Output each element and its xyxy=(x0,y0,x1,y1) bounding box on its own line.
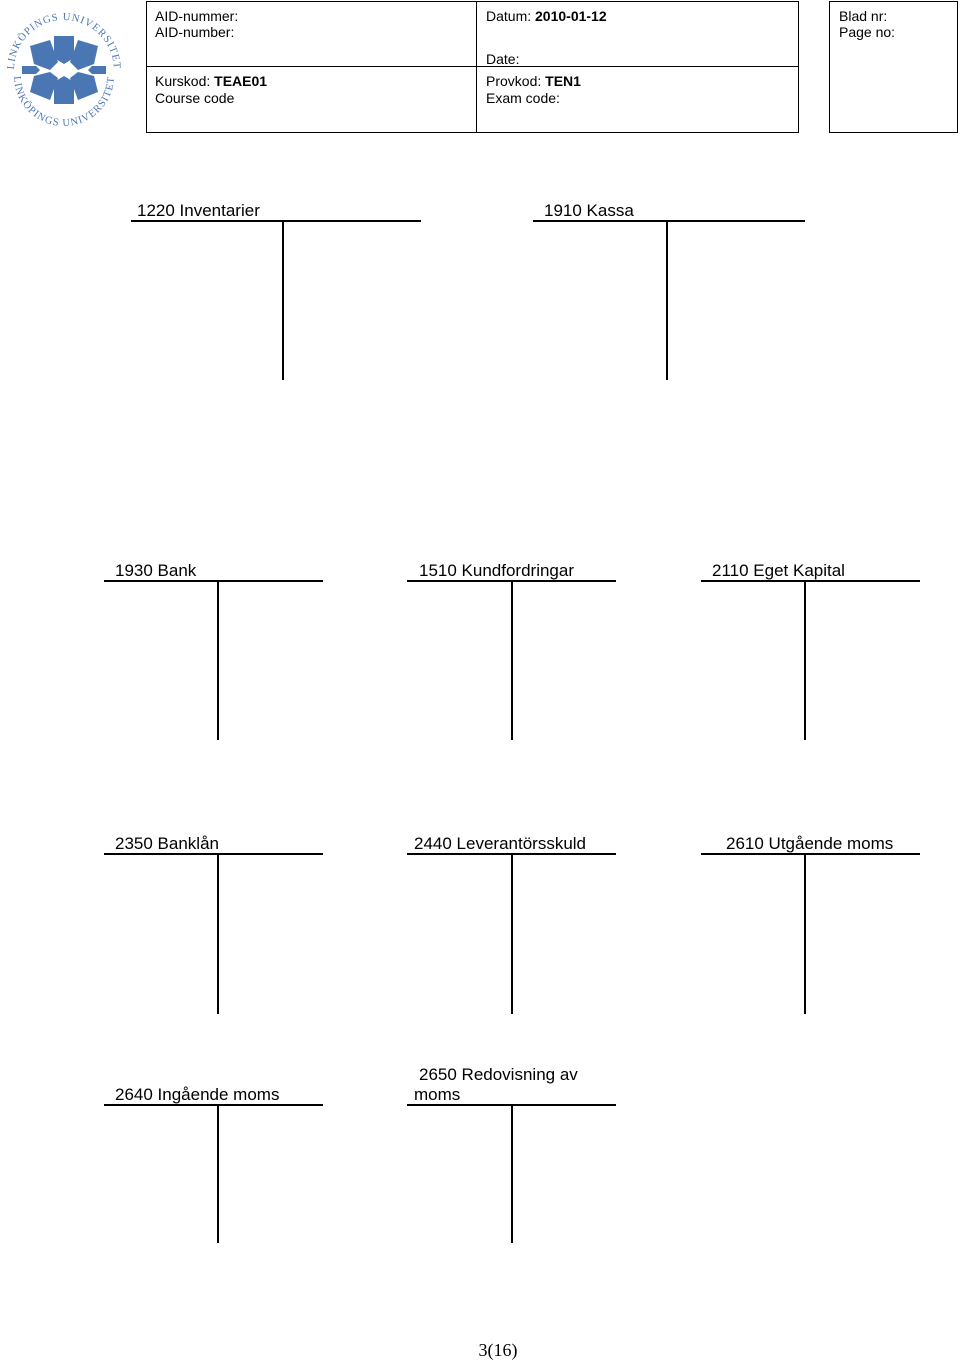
t-account-title: 2440 Leverantörsskuld xyxy=(414,834,587,853)
t-account-title: 2350 Banklån xyxy=(115,834,219,853)
header-box xyxy=(146,1,799,133)
t-account-title: 1910 Kassa xyxy=(544,201,634,220)
t-account-center-line xyxy=(217,580,219,740)
blad-label: Blad nr: xyxy=(839,8,888,24)
aid-label-en: AID-number: xyxy=(155,24,235,40)
t-account-title: 1930 Bank xyxy=(115,561,197,580)
header-column-divider xyxy=(476,1,477,133)
t-account-title: 2640 Ingående moms xyxy=(115,1085,280,1104)
t-account-top-line xyxy=(104,853,323,855)
t-account-center-line xyxy=(804,580,806,740)
t-account-center-line xyxy=(282,220,284,380)
t-account-title: 1510 Kundfordringar xyxy=(419,561,575,580)
t-account-title: 1220 Inventarier xyxy=(137,201,260,220)
kurskod-label: Kurskod: xyxy=(155,73,215,89)
t-account-title: 2650 Redovisning av moms xyxy=(414,1065,578,1104)
t-account-top-line xyxy=(533,220,805,222)
t-account-top-line xyxy=(701,580,920,582)
t-account-top-line xyxy=(131,220,421,222)
page-number: 3(16) xyxy=(478,1340,518,1360)
page-no-label: Page no: xyxy=(839,24,896,40)
t-account-center-line xyxy=(511,853,513,1014)
svg-text:LINKÖPINGS UNIVERSITET: LINKÖPINGS UNIVERSITET xyxy=(5,11,123,70)
t-account-top-line xyxy=(104,580,323,582)
t-account-center-line xyxy=(511,580,513,740)
t-account-center-line xyxy=(217,1104,219,1243)
aid-label-sv: AID-nummer: xyxy=(155,8,239,24)
datum-value: 2010-01-12 xyxy=(535,8,607,24)
t-account-center-line xyxy=(804,853,806,1014)
t-account-center-line xyxy=(666,220,668,380)
provkod-value: TEN1 xyxy=(545,73,581,89)
t-account-title: 2610 Utgående moms xyxy=(726,834,894,853)
t-account-top-line xyxy=(701,853,920,855)
datum-label: Datum: xyxy=(486,8,536,24)
date-label-en: Date: xyxy=(486,51,520,67)
t-account-center-line xyxy=(217,853,219,1014)
provkod-label: Provkod: xyxy=(486,73,546,89)
svg-text:LINKÖPINGS UNIVERSITET: LINKÖPINGS UNIVERSITET xyxy=(10,75,118,128)
header-row-divider xyxy=(146,66,799,67)
t-account-top-line xyxy=(104,1104,323,1106)
datum-field xyxy=(486,8,607,24)
kurskod-field xyxy=(155,73,267,89)
university-logo xyxy=(0,6,128,128)
course-code-label-en: Course code xyxy=(155,90,235,106)
t-account-title: 2110 Eget Kapital xyxy=(712,561,845,580)
t-account-center-line xyxy=(511,1104,513,1243)
exam-code-label-en: Exam code: xyxy=(486,90,560,106)
provkod-field xyxy=(486,73,581,89)
kurskod-value: TEAE01 xyxy=(214,73,268,89)
